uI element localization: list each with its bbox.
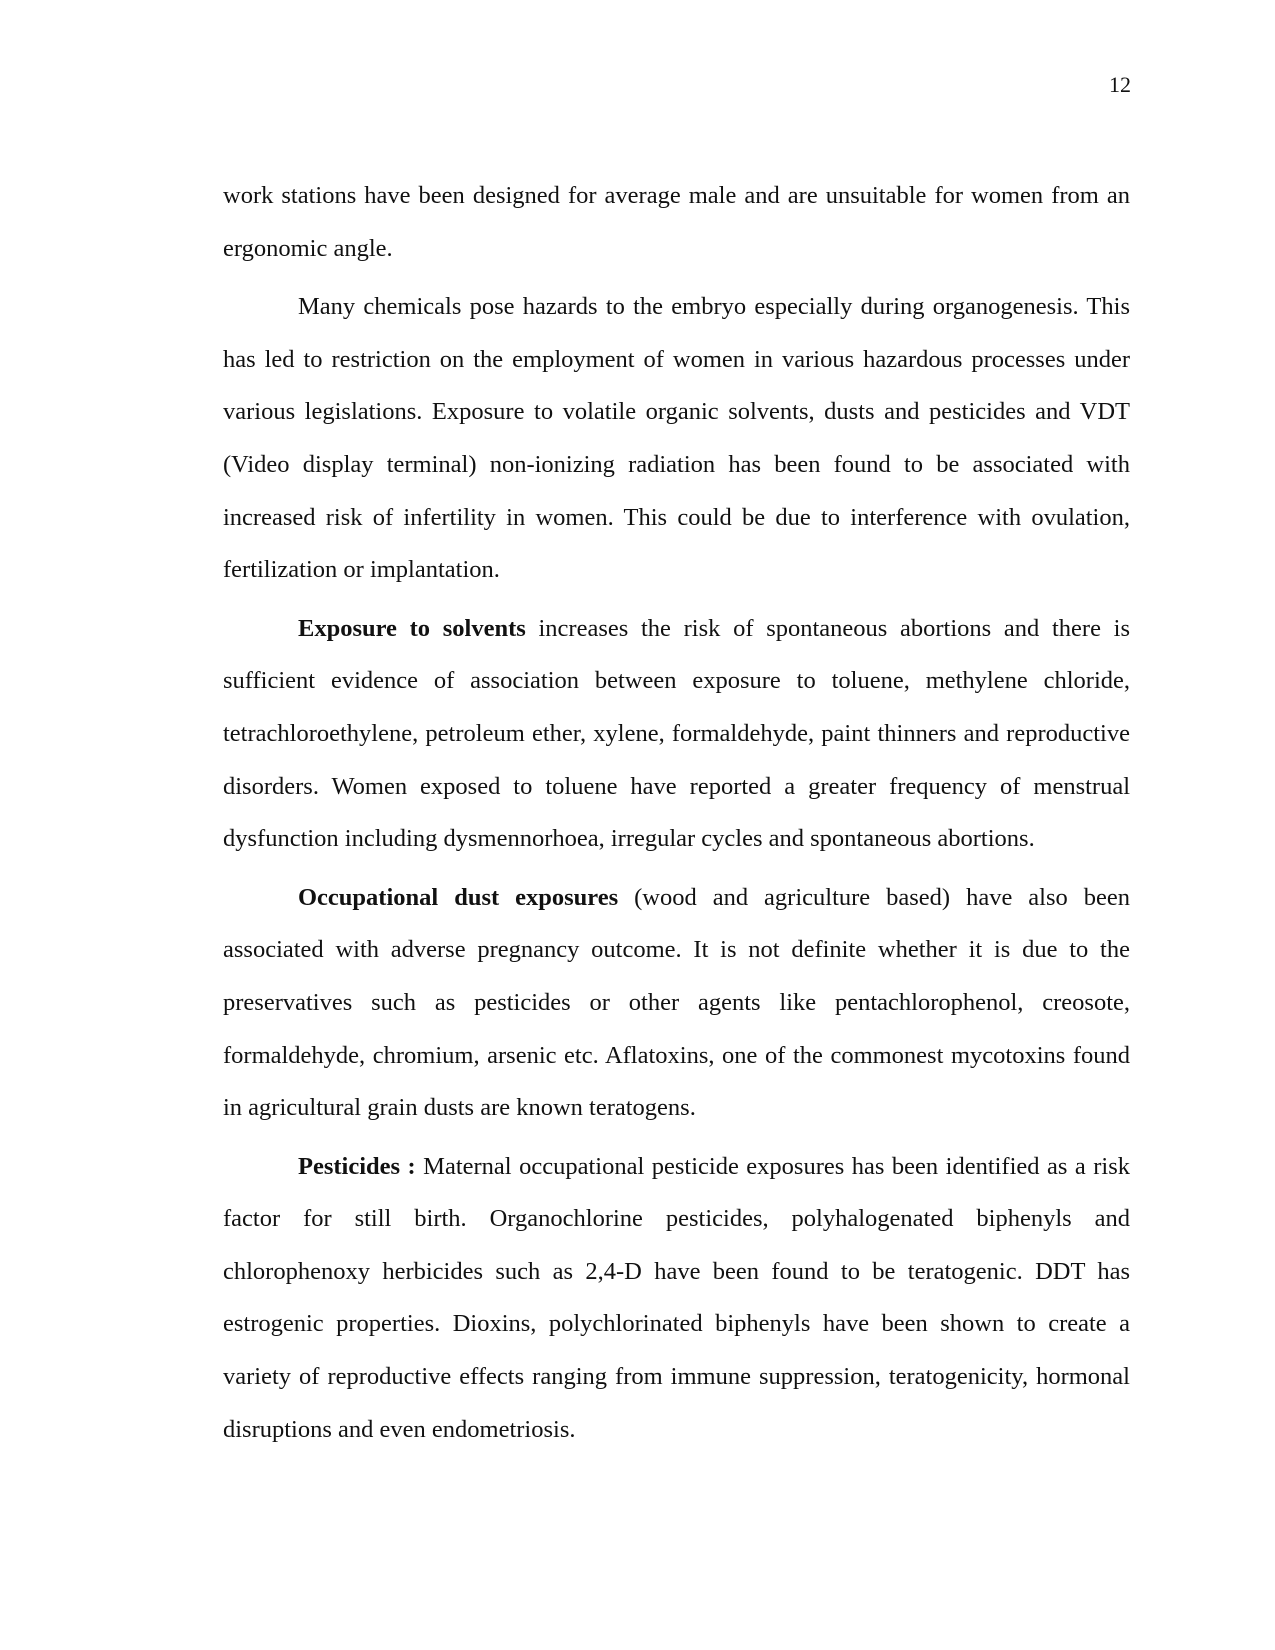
paragraph-5-text: Maternal occupational pesticide exposures has been identified as a risk factor for still birth. Organochlorine pesticides, polyhalogenated biphenyls and chlorophenoxy herbicides such as 2,4-D have been found to be teratogenic. DDT has estrogenic properties. Dioxins, polychlorinated biphenyls have been shown to create a variety of reproductive effects ranging from immune suppression, teratogenicity, hormonal disruptions and even endometriosis. — [223, 1152, 1130, 1443]
paragraph-5-heading: Pesticides : — [298, 1152, 416, 1180]
paragraph-1-text: work stations have been designed for average male and are unsuitable for women from an ergonomic angle. — [223, 182, 1130, 262]
paragraph-4 — [223, 872, 1130, 1135]
paragraph-3-heading: Exposure to solvents — [298, 614, 526, 642]
paragraph-1 — [223, 170, 1130, 275]
body-text — [223, 170, 1130, 1462]
paragraph-4-text: (wood and agriculture based) have also been associated with adverse pregnancy outcome. It is not definite whether it is due to the preservatives such as pesticides or other agents like pentachlorophenol, creosote, formaldehyde, chromium, arsenic etc. Aflatoxins, one of the commonest mycotoxins found in agricultural grain dusts are known teratogens. — [223, 883, 1130, 1122]
paragraph-2 — [223, 281, 1130, 597]
paragraph-3-text: increases the risk of spontaneous abortions and there is sufficient evidence of association between exposure to toluene, methylene chloride, tetrachloroethylene, petroleum ether, xylene, formaldehyde, paint thinners and reproductive disorders. Women exposed to toluene have reported a greater frequency of menstrual dysfunction including dysmennorhoea, irregular cycles and spontaneous abortions. — [223, 614, 1130, 853]
page-number: 12 — [1109, 72, 1131, 97]
paragraph-2-text: Many chemicals pose hazards to the embryo especially during organogenesis. This has led to restriction on the employment of women in various hazardous processes under various legislations. Exposure to volatile organic solvents, dusts and pesticides and VDT (Video display terminal) non-ionizing radiation has been found to be associated with increased risk of infertility in women. This could be due to interference with ovulation, fertilization or implantation. — [223, 293, 1130, 584]
paragraph-5 — [223, 1141, 1130, 1457]
paragraph-4-heading: Occupational dust exposures — [298, 883, 619, 911]
paragraph-3 — [223, 603, 1130, 866]
